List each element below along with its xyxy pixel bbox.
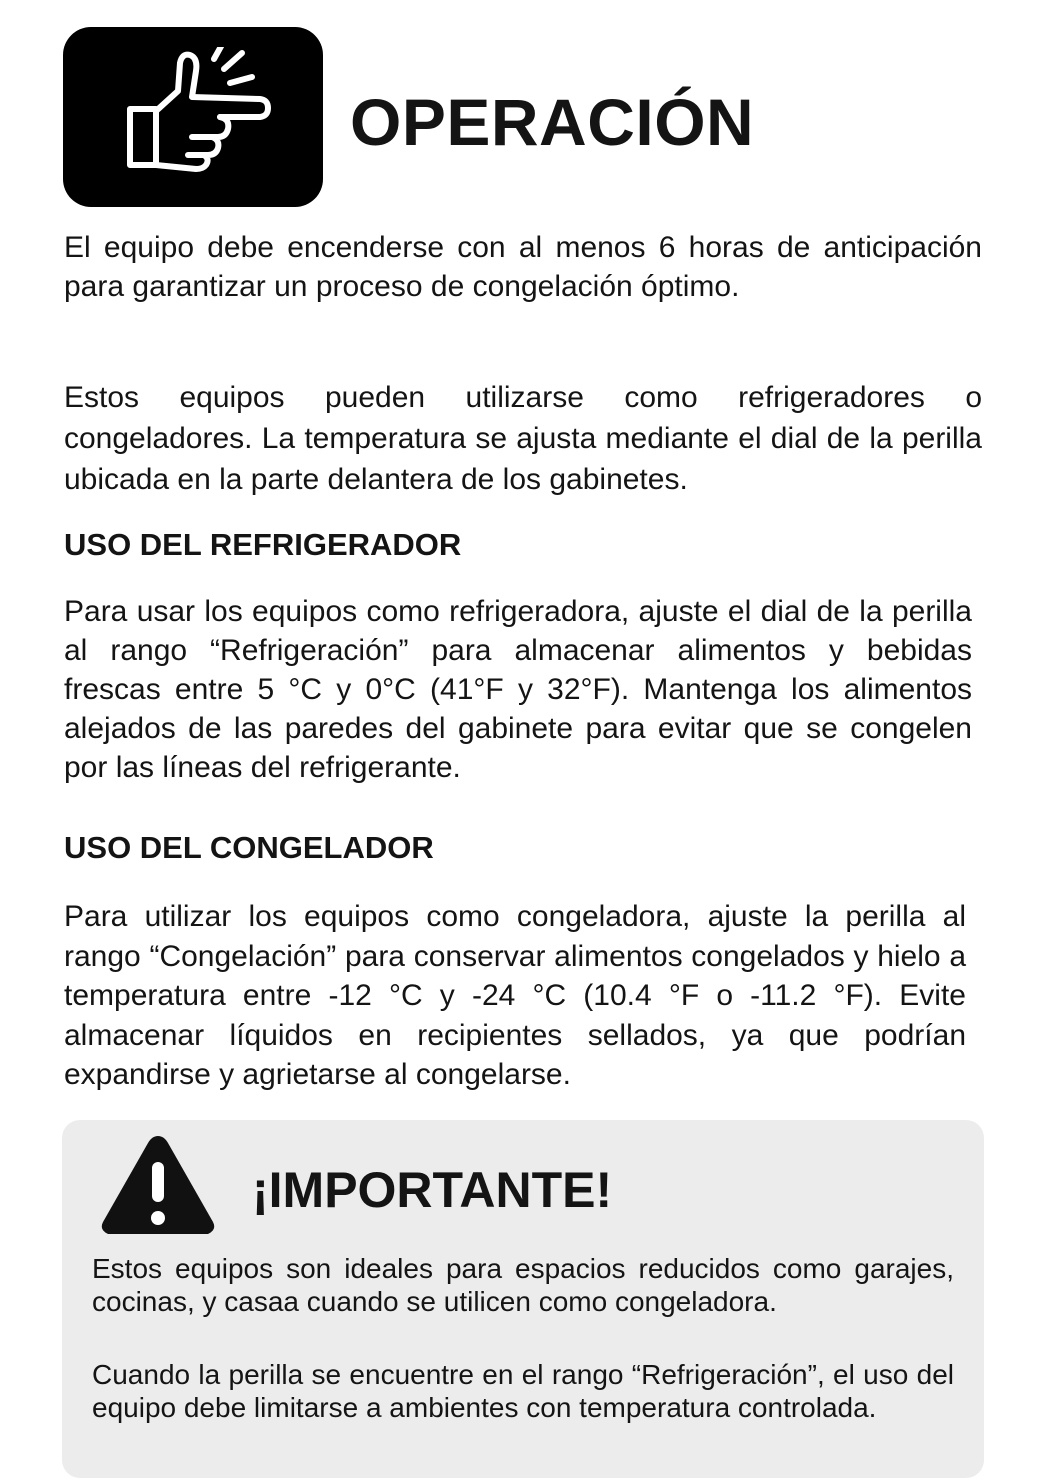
intro-paragraph-2: Estos equipos pueden utilizarse como refrigeradores o congeladores. La temperatura se ajusta mediante el dial de la perilla ubicada en la parte delantera de los gabinetes. — [64, 381, 982, 496]
important-title: ¡IMPORTANTE! — [252, 1162, 613, 1218]
page-title: OPERACIÓN — [350, 85, 755, 159]
freezer-heading: USO DEL CONGELADOR — [64, 830, 434, 865]
pointing-hand-icon — [108, 47, 278, 187]
important-callout — [62, 1120, 984, 1478]
freezer-paragraph: Para utilizar los equipos como congeladora, ajuste la perilla al rango “Congelación” para conservar alimentos congelados y hielo a temperatura entre -12 °C y -24 °C (10.4 °F o -11.2 °F). Evite almacenar líquidos en recipientes sellados, ya que podrían expandirse y agrietarse al congelarse. — [64, 900, 966, 1091]
warning-icon — [98, 1130, 218, 1240]
refrigerator-heading: USO DEL REFRIGERADOR — [64, 527, 462, 562]
refrigerator-paragraph: Para usar los equipos como refrigeradora, ajuste el dial de la perilla al rango “Refrigeración” para almacenar alimentos y bebidas frescas entre 5 °C y 0°C (41°F y 32°F). Mantenga los alimentos alejados de las paredes del gabinete para evitar que se congelen por las líneas del refrigerante. — [64, 595, 972, 784]
intro-paragraph-1: El equipo debe encenderse con al menos 6 horas de anticipación para garantizar un proceso de congelación óptimo. — [64, 231, 982, 303]
important-paragraph-2: Cuando la perilla se encuentre en el rango “Refrigeración”, el uso del equipo debe limitarse a ambientes con temperatura controlada. — [92, 1359, 954, 1423]
operation-icon-box — [63, 27, 323, 207]
important-paragraph-1: Estos equipos son ideales para espacios reducidos como garajes, cocinas, y casaa cuando se utilicen como congeladora. — [92, 1253, 954, 1317]
